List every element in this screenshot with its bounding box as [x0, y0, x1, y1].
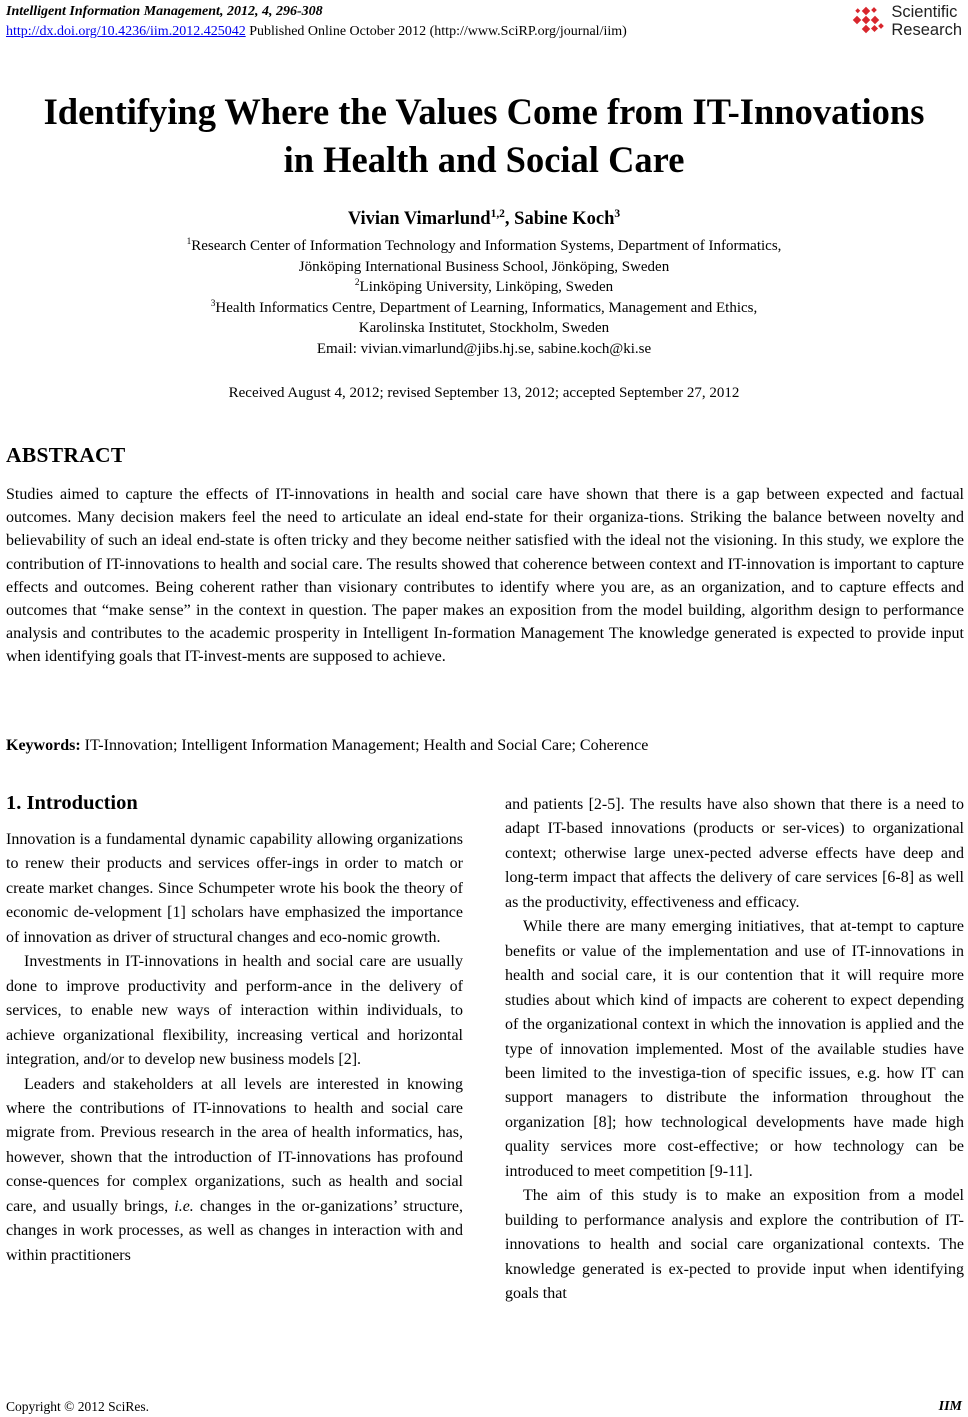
section-heading-introduction: 1. Introduction	[6, 792, 138, 814]
affiliation-mark: 1	[186, 237, 192, 247]
title-line-2: in Health and Social Care	[283, 139, 685, 180]
affiliation-text: Research Center of Information Technology and Information Systems, Department of Informatics,	[191, 238, 782, 254]
author-name: Vivian Vimarlund	[347, 209, 491, 229]
affiliation-text: Linköping University, Linköping, Sweden	[359, 279, 614, 296]
affiliation-3-cont: Karolinska Institutet, Stockholm, Sweden	[358, 320, 610, 337]
body-column-right	[505, 793, 964, 1307]
paragraph: While there are many emerging initiatives, that at-tempt to capture benefits or value of the implementation and use of IT-innovations in health and social care, it is our contention that it will require more studies about which kind of impacts are coherent to expect depending of the organizational context in which the innovation is applied and the type of innovation implemented. Most of the available studies have been limited to the investiga-tion of specific issues, e.g. how IT can support managers to distribute the information throughout the organization [8]; how technological developments have made high quality services more cost-effective; or how technology can be introduced to meet competition [9-11].	[505, 918, 964, 1180]
paragraph: and patients [2-5]. The results have also shown that there is a need to adapt IT-based innovations (products or ser-vices) to organizational context; otherwise large unex-pected adverse effects have deep and long-term impact that affects the delivery of care services [6-8] as well as the productivity, effectiveness and efficacy.	[505, 796, 964, 911]
keywords	[6, 734, 964, 757]
publisher-logo	[851, 3, 962, 39]
body-column-left	[6, 828, 463, 1268]
doi-link[interactable]: http://dx.doi.org/10.4236/iim.2012.425042	[6, 24, 246, 39]
author-name: Sabine Koch	[514, 209, 615, 229]
publisher-name	[891, 3, 962, 39]
received-dates: Received August 4, 2012; revised September 13, 2012; accepted September 27, 2012	[228, 385, 740, 401]
abstract-text: Studies aimed to capture the effects of IT-innovations in health and social care have shown that there is a gap between expected and factual outcomes. Many decision makers feel the need to articulate an ideal end-state for their organiza-tions. Striking the balance between novelty and believability of such an ideal end-state is often tricky and they become neither satisfied with the ideal not the visioning. In this study, we explore the contribution of IT-innovations to health and social care. The results showed that coherence between context and IT-innovation is important to capture effects and outcomes. Being coherent rather than visionary contributes to identify where you are, as an organization, and to capture effects and outcomes that “make sense” in the context in question. The paper makes an exposition from the model building, algorithm design to performance analysis and contributes to the academic prosperity in Intelligent In-formation Management The knowledge generated is expected to provide input when identifying goals that IT-invest-ments are supposed to achieve.	[6, 486, 964, 666]
journal-citation-line	[6, 2, 627, 22]
affiliation-3	[0, 298, 968, 319]
paragraph: Investments in IT-innovations in health and social care are usually done to improve productivity and perform-ance in the delivery of services, to enable new ways of interaction within individuals, to achieve organizational flexibility, increasing vertical and horizontal integration, and/or to develop new business models [2].	[6, 953, 463, 1069]
doi-line	[6, 22, 627, 42]
author-separator: ,	[504, 209, 515, 229]
abstract-heading: ABSTRACT	[6, 443, 126, 467]
scirp-logo-icon	[851, 3, 887, 39]
paragraph-text: Leaders and stakeholders at all levels are interested in knowing where the contributions of IT-innovations to health and social care migrate from. Previous research in the area of health informatics, has, however, shown that the introduction of IT-innovations has profound conse-quences for complex organizations, such as health and social care, and usually brings,	[6, 1075, 463, 1215]
keywords-label: Keywords:	[6, 737, 81, 754]
keywords-text: IT-Innovation; Intelligent Information Management; Health and Social Care; Coherence	[80, 737, 649, 754]
copyright-notice: Copyright © 2012 SciRes.	[6, 1399, 150, 1414]
journal-name: Intelligent Information Management	[6, 4, 220, 19]
published-online: Published Online October 2012 (http://www.SciRP.org/journal/iim)	[245, 24, 627, 39]
journal-volume: , 2012, 4, 296-308	[219, 4, 323, 19]
emphasis-ie: i.e.	[174, 1197, 194, 1215]
author-list	[0, 207, 968, 231]
journal-abbreviation: IIM	[938, 1399, 962, 1414]
affiliation-mark: 3	[210, 298, 216, 309]
paragraph	[6, 1073, 463, 1269]
publisher-name-line2: Research	[891, 21, 962, 39]
author-affiliation-mark: 1,2	[490, 207, 505, 220]
affiliation-1-cont: Jönköping International Business School, Jönköping, Sweden	[298, 258, 670, 275]
affiliation-mark: 2	[354, 278, 360, 289]
publisher-name-line1: Scientific	[891, 3, 958, 21]
running-header	[6, 2, 627, 42]
affiliations	[0, 236, 968, 360]
title-line-1: Identifying Where the Values Come from IT-Innovations	[43, 91, 925, 132]
paragraph: Innovation is a fundamental dynamic capability allowing organizations to renew their products and services offer-ings in order to match or create market changes. Since Schumpeter wrote his book the theory of economic de-velopment [1] scholars have emphasized the importance of innovation as driver of structural changes and eco-nomic growth.	[6, 831, 463, 946]
affiliation-1	[0, 236, 968, 257]
affiliation-text: Health Informatics Centre, Department of Learning, Informatics, Management and Ethics,	[215, 299, 758, 316]
paper-title	[0, 88, 968, 184]
paragraph: The aim of this study is to make an exposition from a model building to performance analysis and explore the contribution of IT-innovations to health and social care organizational contexts. The knowledge generated is ex-pected to provide input when identifying goals that	[505, 1187, 964, 1303]
author-emails: Email: vivian.vimarlund@jibs.hj.se, sabine.koch@ki.se	[316, 340, 652, 357]
affiliation-2	[0, 277, 968, 298]
author-affiliation-mark: 3	[614, 207, 621, 220]
paragraph-text: changes in the or-ganizations’ structure, changes in work processes, as well as changes in interaction with and within practitioners	[6, 1197, 464, 1264]
